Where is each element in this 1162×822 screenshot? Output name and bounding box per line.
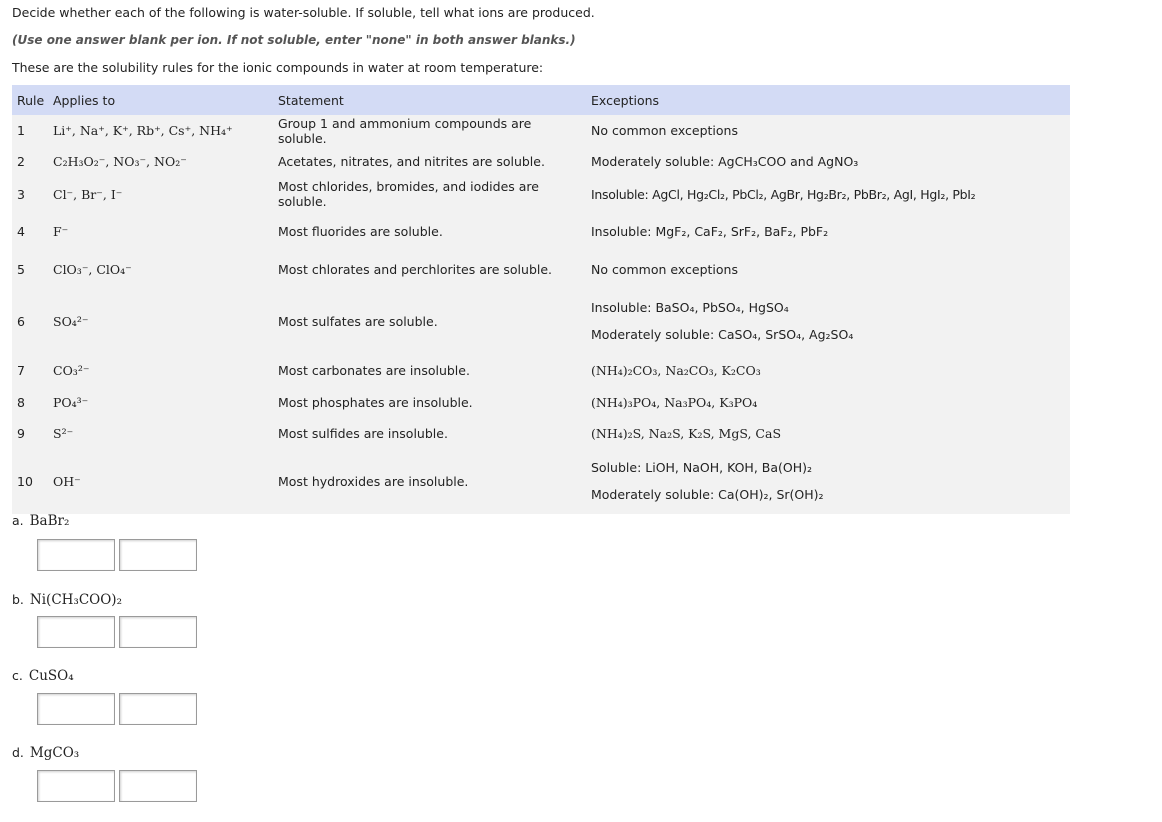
exceptions-line: Soluble: LiOH, NaOH, KOH, Ba(OH)₂ [591, 460, 813, 475]
table-row [12, 115, 1070, 146]
question-b [12, 592, 122, 608]
applies-to: C₂H₃O₂⁻, NO₃⁻, NO₂⁻ [53, 153, 187, 169]
statement: Most chlorates and perchlorites are soluble. [278, 261, 553, 277]
rule-number: 6 [17, 313, 25, 329]
statement: Acetates, nitrates, and nitrites are soluble. [278, 153, 545, 169]
rule-number: 5 [17, 261, 25, 277]
table-row [12, 250, 1070, 288]
rule-number: 2 [17, 153, 25, 169]
exceptions: No common exceptions [591, 123, 738, 138]
exceptions: Moderately soluble: AgCH₃COO and AgNO₃ [591, 153, 859, 169]
question-letter: c. [12, 668, 23, 683]
table-row [12, 418, 1070, 448]
exceptions: (NH₄)₂S, Na₂S, K₂S, MgS, CaS [591, 425, 782, 441]
rule-number: 10 [17, 473, 33, 489]
exceptions: No common exceptions [591, 261, 738, 277]
question-formula: MgCO₃ [29, 745, 80, 761]
question-letter: a. [12, 513, 24, 528]
table-row [12, 448, 1070, 514]
rule-number: 8 [17, 394, 25, 410]
statement: Most fluorides are soluble. [278, 223, 443, 239]
question-c [12, 668, 74, 684]
rule-number: 3 [17, 186, 25, 202]
applies-to: SO₄²⁻ [53, 313, 89, 329]
answer-d-ion-2[interactable] [119, 770, 197, 802]
header-statement: Statement [273, 85, 586, 115]
exceptions: (NH₄)₂CO₃, Na₂CO₃, K₂CO₃ [591, 362, 761, 378]
exceptions-line: Insoluble: BaSO₄, PbSO₄, HgSO₄ [591, 300, 789, 315]
exceptions [586, 448, 1070, 514]
table-row [12, 146, 1070, 176]
question-formula: BaBr₂ [29, 513, 70, 529]
table-row [12, 386, 1070, 418]
applies-to: S²⁻ [53, 425, 74, 441]
applies-to: Li⁺, Na⁺, K⁺, Rb⁺, Cs⁺, NH₄⁺ [53, 123, 233, 138]
header-exceptions: Exceptions [586, 85, 1070, 115]
instruction-note: (Use one answer blank per ion. If not soluble, enter "none" in both answer blanks.) [12, 33, 576, 47]
rules-intro: These are the solubility rules for the ionic compounds in water at room temperature: [12, 60, 544, 75]
exceptions-line: Moderately soluble: CaSO₄, SrSO₄, Ag₂SO₄ [591, 327, 854, 342]
question-formula: CuSO₄ [28, 668, 74, 684]
instruction-text: Decide whether each of the following is water-soluble. If soluble, tell what ions are produced. [12, 5, 595, 20]
table-row [12, 176, 1070, 212]
table-row [12, 354, 1070, 386]
answer-b-ion-2[interactable] [119, 616, 197, 648]
question-a [12, 513, 69, 529]
table-row [12, 212, 1070, 250]
statement: Most sulfates are soluble. [278, 313, 438, 329]
answer-c-ion-2[interactable] [119, 693, 197, 725]
exceptions [586, 288, 1070, 354]
header-applies: Applies to [48, 85, 273, 115]
applies-to: OH⁻ [53, 473, 81, 489]
statement: Most chlorides, bromides, and iodides are soluble. [278, 179, 539, 209]
applies-to: CO₃²⁻ [53, 362, 90, 378]
question-formula: Ni(CH₃COO)₂ [29, 592, 122, 608]
exceptions: (NH₄)₃PO₄, Na₃PO₄, K₃PO₄ [591, 394, 758, 410]
answer-a-ion-2[interactable] [119, 539, 197, 571]
rule-number: 7 [17, 362, 25, 378]
exceptions: Insoluble: MgF₂, CaF₂, SrF₂, BaF₂, PbF₂ [591, 223, 829, 239]
statement: Most carbonates are insoluble. [278, 362, 470, 378]
answer-d-ion-1[interactable] [37, 770, 115, 802]
rule-number: 4 [17, 223, 25, 239]
header-rule: Rule [12, 85, 48, 115]
applies-to: PO₄³⁻ [53, 394, 89, 410]
question-d [12, 745, 79, 761]
exceptions: Insoluble: AgCl, Hg₂Cl₂, PbCl₂, AgBr, Hg₂Br₂, PbBr₂, AgI, HgI₂, PbI₂ [591, 186, 976, 202]
statement: Group 1 and ammonium compounds are soluble. [278, 115, 532, 146]
answer-c-ion-1[interactable] [37, 693, 115, 725]
statement: Most sulfides are insoluble. [278, 425, 448, 441]
statement: Most hydroxides are insoluble. [278, 473, 469, 489]
answer-a-ion-1[interactable] [37, 539, 115, 571]
rule-number: 1 [17, 123, 25, 138]
question-letter: d. [12, 745, 24, 760]
applies-to: Cl⁻, Br⁻, I⁻ [53, 186, 123, 202]
table-header-row [12, 85, 1070, 115]
exceptions-line: Moderately soluble: Ca(OH)₂, Sr(OH)₂ [591, 487, 824, 502]
statement: Most phosphates are insoluble. [278, 394, 473, 410]
table-row [12, 288, 1070, 354]
rule-number: 9 [17, 425, 25, 441]
solubility-rules-table [12, 85, 1070, 514]
question-letter: b. [12, 592, 24, 607]
applies-to: F⁻ [53, 223, 69, 239]
applies-to: ClO₃⁻, ClO₄⁻ [53, 261, 132, 277]
answer-b-ion-1[interactable] [37, 616, 115, 648]
